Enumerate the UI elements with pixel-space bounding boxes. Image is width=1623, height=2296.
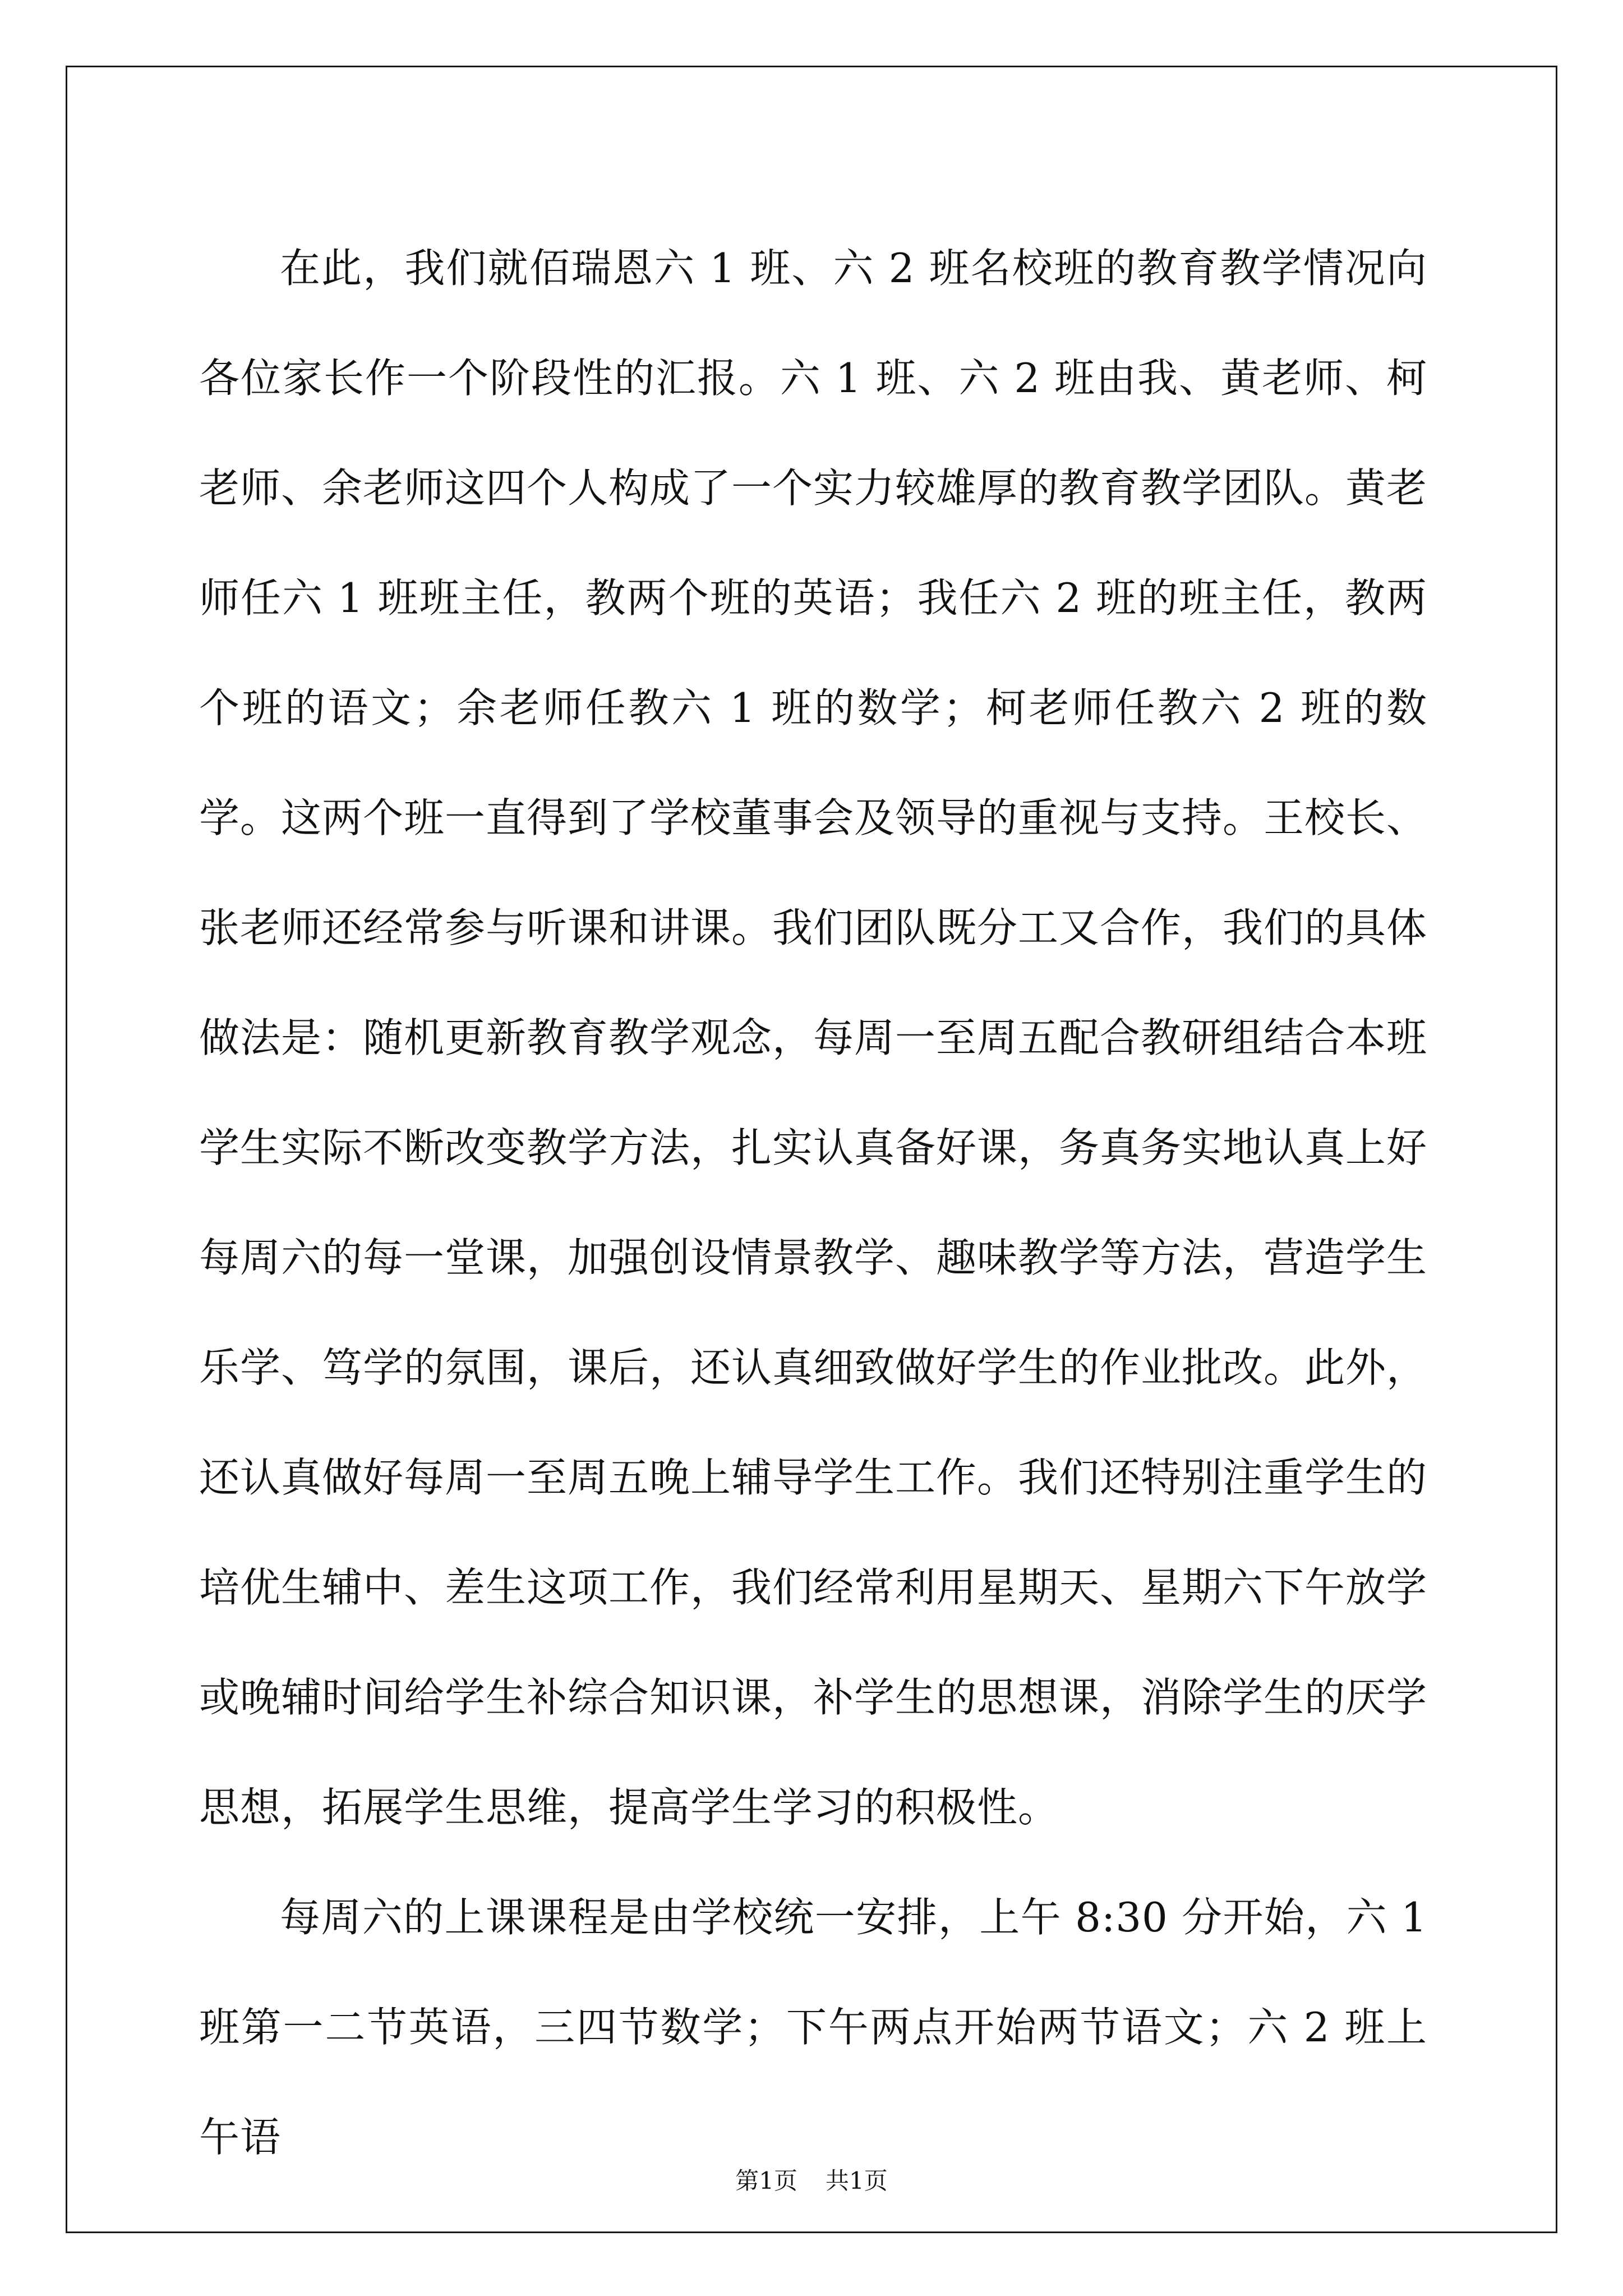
paragraph-1: 在此，我们就佰瑞恩六 1 班、六 2 班名校班的教育教学情况向各位家长作一个阶段性的汇报。六 1 班、六 2 班由我、黄老师、柯老师、余老师这四个人构成了一个实力较雄厚的教育教学团队。黄老师任六 1 班班主任，教两个班的英语；我任六 2 班的班主任，教两个班的语文；余老师任教六 1 班的数学；柯老师任教六 2 班的数学。这两个班一直得到了学校董事会及领导的重视与支持。王校长、张老师还经常参与听课和讲课。我们团队既分工又合作，我们的具体做法是：随机更新教育教学观念，每周一至周五配合教研组结合本班学生实际不断改变教学方法，扎实认真备好课，务真务实地认真上好每周六的每一堂课，加强创设情景教学、趣味教学等方法，营造学生乐学、笃学的氛围，课后，还认真细致做好学生的作业批改。此外，还认真做好每周一至周五晚上辅导学生工作。我们还特别注重学生的培优生辅中、差生这项工作，我们经常利用星期天、星期六下午放学或晚辅时间给学生补综合知识课，补学生的思想课，消除学生的厌学思想，拓展学生思维，提高学生学习的积极性。 — [199, 245, 1428, 1831]
page-number: 第1页 — [735, 2167, 797, 2194]
page-footer — [0, 2162, 1623, 2196]
document-body — [199, 213, 1427, 2192]
paragraph-2: 每周六的上课课程是由学校统一安排，上午 8:30 分开始，六 1 班第一二节英语，三四节数学；下午两点开始两节语文；六 2 班上午语 — [199, 1894, 1427, 2161]
page-total: 共1页 — [826, 2167, 888, 2194]
